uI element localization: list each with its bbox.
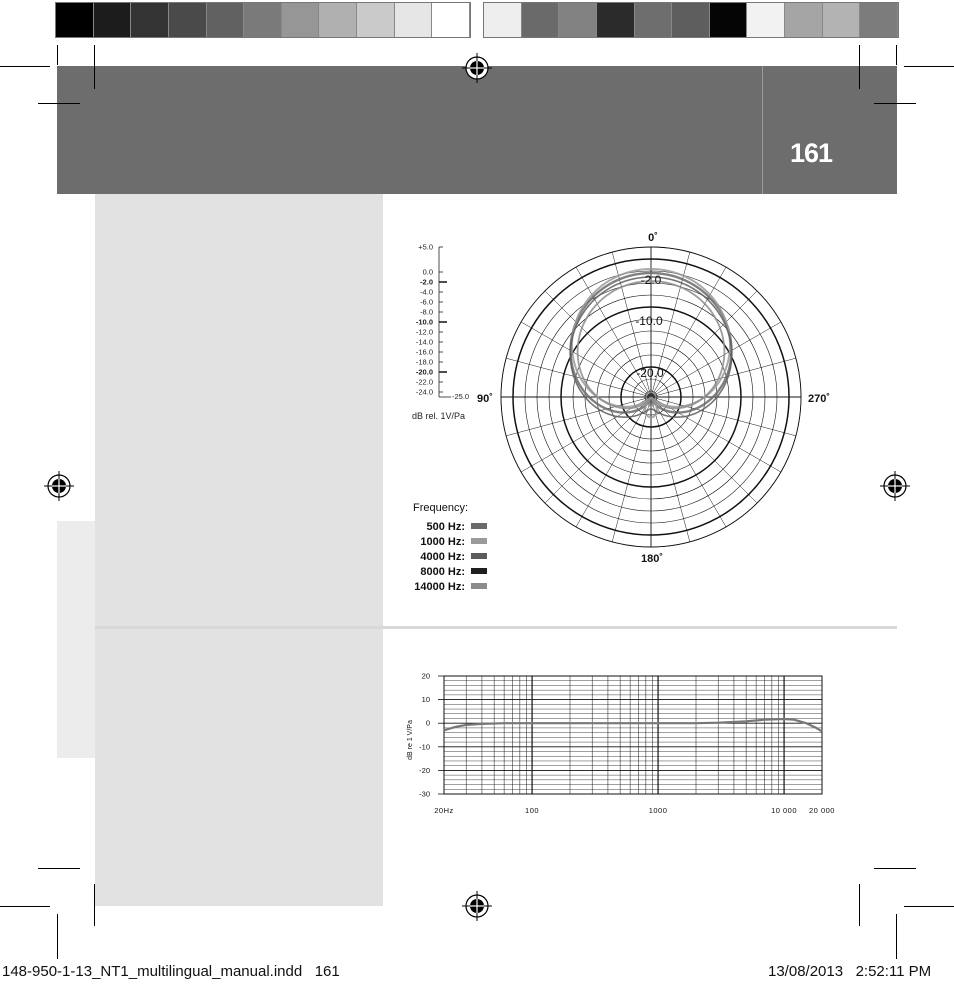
chart-grid — [444, 676, 822, 794]
page-number: 161 — [789, 138, 833, 168]
x-tick-label: 100 — [525, 806, 540, 815]
crop-mark — [94, 45, 95, 89]
crop-mark — [874, 868, 916, 869]
footer-file-slug: 148-950-1-13_NT1_multilingual_manual.indd 161 — [2, 963, 340, 980]
scale-tick-label: -12.0 — [415, 327, 433, 337]
color-swatch — [484, 3, 522, 37]
crop-mark — [859, 45, 860, 89]
crop-mark — [874, 103, 916, 104]
color-swatch — [169, 3, 207, 37]
x-tick-label: 20Hz — [434, 806, 454, 815]
scale-tick-label: -22.0 — [415, 377, 433, 387]
color-swatch — [522, 3, 560, 37]
color-swatch — [747, 3, 785, 37]
legend-swatch — [471, 583, 487, 589]
scale-bottom-label: -25.0 — [452, 392, 470, 401]
polar-spoke — [651, 397, 757, 503]
angle-label-right: 270˚ — [807, 393, 831, 405]
scale-tick-label: +5.0 — [418, 242, 433, 252]
scale-tick-label: -8.0 — [420, 307, 433, 317]
scale-tick-label: -6.0 — [420, 297, 433, 307]
color-swatch — [207, 3, 245, 37]
registration-mark-right — [880, 471, 910, 501]
color-swatch — [244, 3, 282, 37]
db-scale — [412, 243, 469, 422]
crop-mark — [94, 884, 95, 926]
crop-mark — [38, 868, 80, 869]
y-tick-label: -10 — [419, 742, 430, 752]
color-bar-right — [483, 2, 899, 38]
color-swatch — [131, 3, 169, 37]
legend — [414, 521, 487, 593]
scale-tick-label: -18.0 — [415, 357, 433, 367]
legend-label: 500 Hz: — [426, 521, 465, 533]
legend-swatch — [471, 553, 487, 559]
registration-mark-bottom — [462, 891, 492, 921]
color-swatch — [282, 3, 320, 37]
scale-unit-label: dB rel. 1V/Pa — [412, 411, 466, 421]
y-axis-label: dB re 1 V/Pa — [407, 720, 414, 760]
crop-mark — [904, 66, 954, 67]
registration-mark-left — [44, 471, 74, 501]
header-divider — [762, 66, 763, 194]
polar-spoke — [545, 397, 651, 503]
color-swatch — [672, 3, 710, 37]
scale-tick-label: -20.0 — [415, 367, 433, 377]
scale-tick-label: -14.0 — [415, 337, 433, 347]
angle-label-bottom: 180˚ — [640, 553, 664, 565]
plot-frame — [444, 676, 822, 794]
legend-swatch — [471, 568, 487, 574]
legend-swatch — [471, 538, 487, 544]
footer-timestamp: 13/08/2013 2:52:11 PM — [768, 963, 932, 980]
polar-spoke — [651, 291, 757, 397]
crop-mark — [904, 906, 954, 907]
ring-label-2: -2.0 — [640, 273, 662, 287]
series-line — [444, 719, 822, 732]
color-swatch — [395, 3, 433, 37]
color-swatch — [597, 3, 635, 37]
color-swatch — [785, 3, 823, 37]
polar-spoke — [651, 397, 690, 542]
section-divider — [95, 626, 897, 629]
y-tick-label: 10 — [421, 695, 430, 705]
crop-mark — [896, 45, 897, 65]
color-swatch — [432, 3, 470, 37]
crop-mark — [0, 66, 50, 67]
x-tick-label: 10 000 — [771, 806, 798, 815]
color-swatch — [635, 3, 673, 37]
scale-tick-label: -4.0 — [420, 287, 433, 297]
ring-label-10: -10.0 — [635, 314, 663, 328]
color-swatch — [319, 3, 357, 37]
polar-spoke — [612, 397, 651, 542]
angle-label-top: 0˚ — [648, 232, 658, 244]
scale-tick-label: -2.0 — [420, 277, 433, 287]
legend-label: 4000 Hz: — [420, 551, 465, 563]
color-swatch — [357, 3, 395, 37]
legend-label: 14000 Hz: — [414, 581, 465, 593]
color-swatch — [94, 3, 132, 37]
legend-label: 8000 Hz: — [420, 566, 465, 578]
crop-mark — [859, 884, 860, 926]
crop-mark — [896, 914, 897, 959]
legend-label: 1000 Hz: — [420, 536, 465, 548]
angle-label-left: 90˚ — [477, 393, 493, 405]
ring-label-20: -20.0 — [636, 366, 664, 380]
sidebar-panel — [95, 194, 383, 906]
scale-tick-label: -10.0 — [415, 317, 433, 327]
scale-tick-label: -24.0 — [415, 387, 433, 397]
color-swatch — [56, 3, 94, 37]
scale-tick-label: 0.0 — [422, 267, 433, 277]
x-tick-labels — [434, 806, 835, 815]
legend-swatch — [471, 523, 487, 529]
polar-spoke — [545, 291, 651, 397]
polar-pattern-figure — [395, 225, 850, 600]
color-swatch — [823, 3, 861, 37]
registration-mark-top — [462, 53, 492, 83]
edge-tab — [57, 521, 95, 758]
color-swatch — [860, 3, 898, 37]
scale-tick-label: -16.0 — [415, 347, 433, 357]
color-swatch — [710, 3, 748, 37]
y-tick-label: -20 — [419, 765, 430, 775]
crop-mark — [38, 103, 80, 104]
color-bar-left — [55, 2, 471, 38]
frequency-response-chart — [400, 668, 845, 823]
x-tick-label: 1000 — [648, 806, 668, 815]
crop-mark — [0, 906, 50, 907]
color-swatch — [559, 3, 597, 37]
response-curve — [444, 719, 822, 732]
x-tick-label: 20 000 — [809, 806, 835, 815]
crop-mark — [57, 914, 58, 959]
header-band — [57, 66, 897, 194]
y-tick-label: -30 — [419, 789, 430, 799]
y-tick-label: 20 — [421, 671, 430, 681]
crop-mark — [57, 45, 58, 65]
y-tick-label: 0 — [425, 718, 430, 728]
legend-title: Frequency: — [413, 502, 469, 514]
y-tick-labels — [419, 672, 444, 799]
